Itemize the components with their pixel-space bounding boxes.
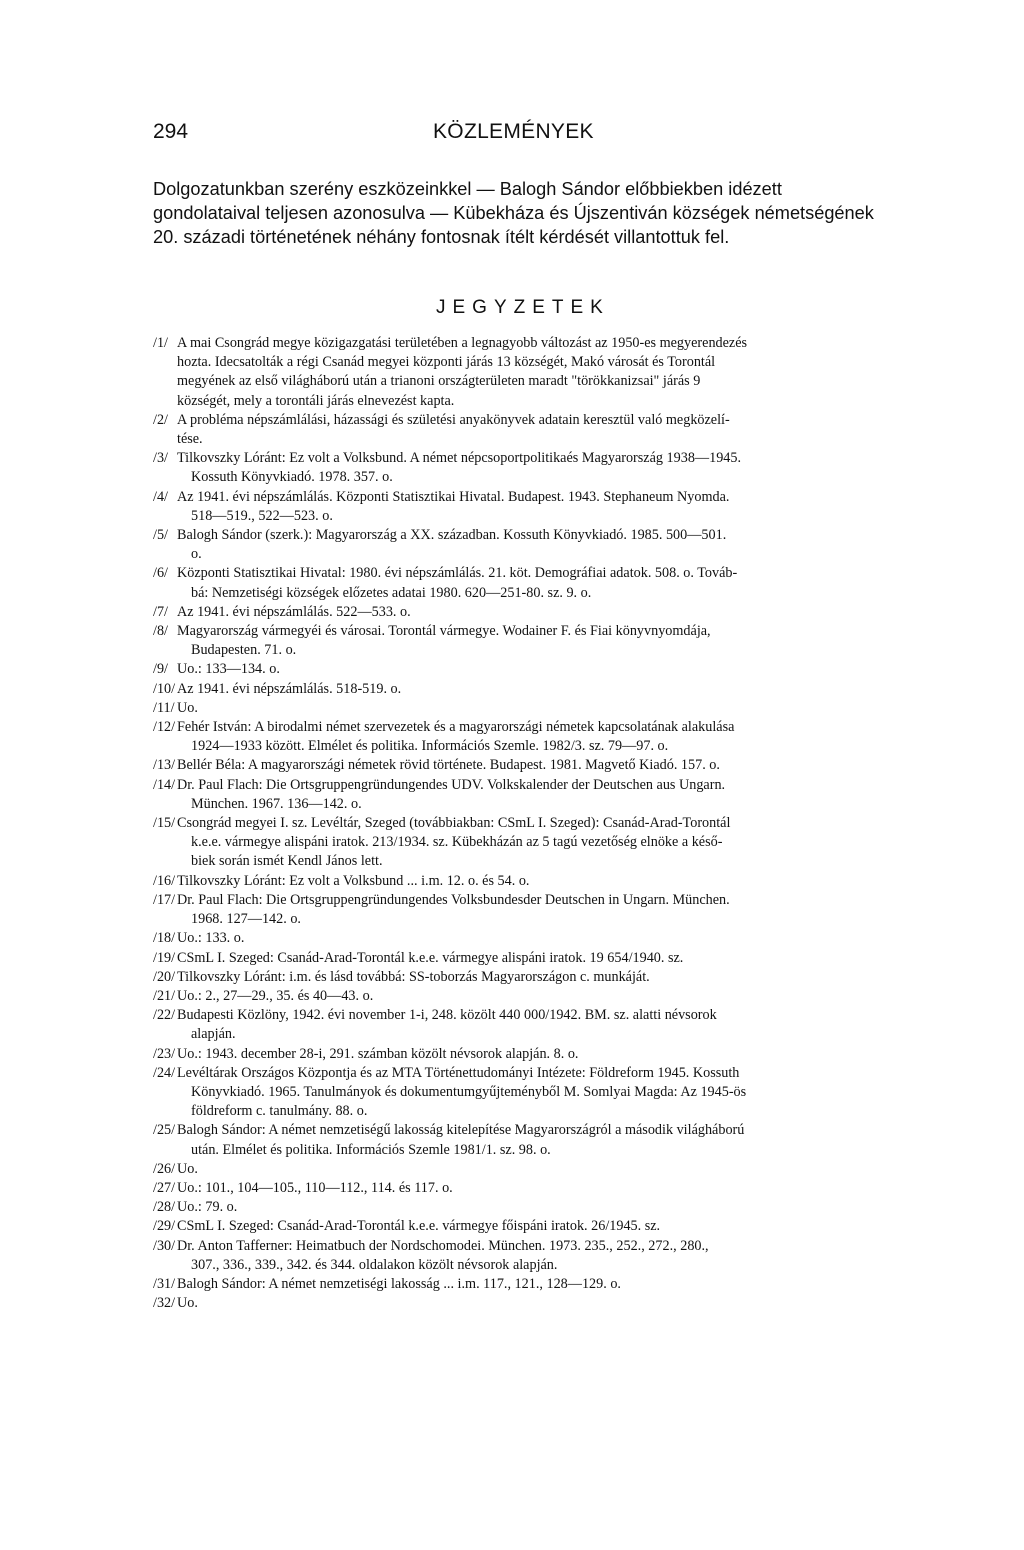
note-line: után. Elmélet és politika. Információs Szemle 1981/1. sz. 98. o.: [191, 1141, 551, 1158]
note-number: /16/: [153, 872, 176, 889]
note-number: /9/: [153, 661, 168, 678]
note-item: [153, 680, 900, 699]
note-line: CSmL I. Szeged: Csanád-Arad-Torontál k.e.e. vármegye alispáni iratok. 19 654/1940. sz.: [177, 949, 684, 966]
note-text: [177, 776, 900, 814]
note-item: [153, 1198, 900, 1217]
paragraph-line: 20. századi történetének néhány fontosnak ítélt kérdését villantottuk fel.: [153, 227, 730, 247]
note-text: [177, 411, 900, 449]
note-text: [177, 949, 900, 968]
note-number: /25/: [153, 1122, 176, 1139]
note-line: 1968. 127—142. o.: [191, 911, 301, 928]
note-text: [177, 564, 900, 602]
note-line: Budapesti Közlöny, 1942. évi november 1-i, 248. közölt 440 000/1942. BM. sz. alatti névsorok: [177, 1007, 717, 1024]
note-line: Uo.: [177, 699, 198, 716]
note-line: Budapesten. 71. o.: [191, 642, 297, 659]
note-item: [153, 968, 900, 987]
note-line: Az 1941. évi népszámlálás. 522—533. o.: [177, 603, 411, 620]
note-item: [153, 699, 900, 718]
note-text: [177, 526, 900, 564]
note-text: [177, 1064, 900, 1122]
note-number: /23/: [153, 1045, 176, 1062]
note-item: [153, 488, 900, 526]
note-line: A mai Csongrád megye közigazgatási területében a legnagyobb változást az 1950-es megyerendezés: [177, 335, 748, 351]
note-item: [153, 411, 900, 449]
note-number: /12/: [153, 719, 176, 736]
note-number: /17/: [153, 891, 176, 908]
note-line: Kossuth Könyvkiadó. 1978. 357. o.: [191, 469, 393, 486]
note-line: Balogh Sándor: A német nemzetiségi lakosság ... i.m. 117., 121., 128—129. o.: [177, 1275, 621, 1292]
note-text: [177, 872, 900, 891]
note-line: CSmL I. Szeged: Csanád-Arad-Torontál k.e.e. vármegye főispáni iratok. 26/1945. sz.: [177, 1218, 661, 1235]
note-line: megyének az első világháború után a trianoni országterületen maradt "törökkanizsai" járás 9: [177, 373, 701, 390]
note-item: [153, 1217, 900, 1236]
note-text: [177, 622, 900, 660]
note-text: [177, 968, 900, 987]
note-line: községét, mely a torontáli járás elnevezést kapta.: [177, 392, 455, 409]
note-number: /22/: [153, 1007, 176, 1024]
note-item: [153, 449, 900, 487]
note-item: [153, 1160, 900, 1179]
note-line: 1924—1933 között. Elmélet és politika. Információs Szemle. 1982/3. sz. 79—97. o.: [191, 738, 669, 755]
note-item: [153, 660, 900, 679]
note-number: /31/: [153, 1275, 176, 1292]
note-number: /5/: [153, 527, 168, 544]
note-line: földreform c. tanulmány. 88. o.: [191, 1103, 368, 1120]
note-item: [153, 929, 900, 948]
note-line: Tilkovszky Lóránt: i.m. és lásd továbbá: SS-toborzás Magyarországon c. munkáját.: [177, 968, 650, 985]
note-number: /29/: [153, 1218, 176, 1235]
note-text: [177, 1217, 900, 1236]
note-text: [177, 449, 900, 487]
note-line: Dr. Paul Flach: Die Ortsgruppengründungendes Volksbundesder Deutschen in Ungarn. München.: [177, 891, 730, 908]
note-line: Levéltárak Országos Központja és az MTA Történettudományi Intézete: Földreform 1945. Kossuth: [177, 1064, 740, 1081]
note-item: [153, 1121, 900, 1159]
note-item: [153, 1294, 900, 1313]
note-line: Uo.: 133—134. o.: [177, 661, 280, 678]
note-item: [153, 872, 900, 891]
paragraph-line: Dolgozatunkban szerény eszközeinkkel — Balogh Sándor előbbiekben idézett: [153, 179, 782, 199]
note-item: [153, 564, 900, 602]
note-item: [153, 622, 900, 660]
note-item: [153, 718, 900, 756]
note-item: [153, 987, 900, 1006]
note-line: hozta. Idecsatolták a régi Csanád megyei központi járás 13 községét, Makó városát és Torontál: [177, 354, 716, 371]
note-line: Az 1941. évi népszámlálás. 518-519. o.: [177, 680, 402, 697]
note-text: [177, 1006, 900, 1044]
note-text: [177, 1045, 900, 1064]
note-item: [153, 1179, 900, 1198]
note-number: /2/: [153, 411, 168, 428]
note-text: [177, 1275, 900, 1294]
note-number: /21/: [153, 987, 176, 1004]
note-text: [177, 1179, 900, 1198]
note-line: 307., 336., 339., 342. és 344. oldalakon közölt névsorok alapján.: [191, 1256, 558, 1273]
note-line: k.e.e. vármegye alispáni iratok. 213/1934. sz. Kübekházán az 5 tagú vezetőség elnöke a késő-: [191, 834, 723, 851]
note-line: Dr. Anton Tafferner: Heimatbuch der Nordschomodei. München. 1973. 235., 252., 272., 280.,: [177, 1237, 709, 1254]
note-number: /11/: [153, 699, 175, 716]
note-text: [177, 1198, 900, 1217]
note-line: Balogh Sándor (szerk.): Magyarország a XX. században. Kossuth Könyvkiadó. 1985. 500—501.: [177, 527, 727, 544]
note-line: A probléma népszámlálási, házassági és születési anyakönyvek adatain keresztül való megközelí-: [177, 411, 730, 428]
note-item: [153, 891, 900, 929]
note-line: Uo.: 133. o.: [177, 930, 245, 947]
note-text: [177, 334, 900, 411]
note-number: /32/: [153, 1295, 176, 1312]
note-line: Könyvkiadó. 1965. Tanulmányok és dokumentumgyűjteményből M. Somlyai Magda: Az 1945-ös: [191, 1083, 747, 1100]
note-line: Dr. Paul Flach: Die Ortsgruppengründungendes UDV. Volkskalender der Deutschen aus Ungarn.: [177, 776, 726, 793]
note-item: [153, 603, 900, 622]
note-number: /14/: [153, 776, 176, 793]
note-line: Uo.: 1943. december 28-i, 291. számban közölt névsorok alapján. 8. o.: [177, 1045, 579, 1062]
note-line: Uo.: 2., 27—29., 35. és 40—43. o.: [177, 987, 374, 1004]
note-line: Magyarország vármegyéi és városai. Torontál vármegye. Wodainer F. és Fiai könyvnyomdája,: [177, 623, 711, 640]
page-number: 294: [153, 120, 189, 143]
note-item: [153, 756, 900, 775]
note-line: bá: Nemzetiségi községek előzetes adatai 1980. 620—251-80. sz. 9. o.: [191, 584, 592, 601]
note-item: [153, 1045, 900, 1064]
note-number: /1/: [153, 335, 168, 351]
note-line: Tilkovszky Lóránt: Ez volt a Volksbund ... i.m. 12. o. és 54. o.: [177, 872, 530, 889]
note-number: /30/: [153, 1237, 176, 1254]
note-line: Tilkovszky Lóránt: Ez volt a Volksbund. A német népcsoportpolitikaés Magyarország 1938—1945.: [177, 450, 742, 467]
running-title: KÖZLEMÉNYEK: [433, 120, 594, 143]
page-header: [153, 120, 894, 150]
note-item: [153, 1237, 900, 1275]
note-number: /15/: [153, 815, 176, 832]
note-number: /18/: [153, 930, 176, 947]
note-number: /7/: [153, 603, 168, 620]
note-text: [177, 718, 900, 756]
note-line: o.: [191, 546, 202, 563]
note-item: [153, 1006, 900, 1044]
note-line: Uo.: 101., 104—105., 110—112., 114. és 117. o.: [177, 1179, 453, 1196]
note-text: [177, 488, 900, 526]
note-line: Csongrád megyei I. sz. Levéltár, Szeged (továbbiakban: CSmL I. Szeged): Csanád-Arad-Torontál: [177, 815, 731, 832]
note-text: [177, 1294, 900, 1313]
note-item: [153, 1064, 900, 1122]
note-text: [177, 680, 900, 699]
note-text: [177, 603, 900, 622]
notes-heading: JEGYZETEK: [436, 297, 610, 318]
note-text: [177, 929, 900, 948]
note-text: [177, 814, 900, 872]
note-text: [177, 987, 900, 1006]
note-line: Fehér István: A birodalmi német szervezetek és a magyarországi németek kapcsolatának alakulása: [177, 719, 735, 736]
note-text: [177, 660, 900, 679]
note-line: 518—519., 522—523. o.: [191, 507, 333, 524]
note-line: Bellér Béla: A magyarországi németek rövid története. Budapest. 1981. Magvető Kiadó. 157. o.: [177, 757, 720, 774]
note-number: /28/: [153, 1199, 176, 1216]
note-text: [177, 1160, 900, 1179]
note-number: /6/: [153, 565, 168, 582]
note-line: Központi Statisztikai Hivatal: 1980. évi népszámlálás. 21. köt. Demográfiai adatok. 508. o. Továb-: [177, 565, 738, 582]
note-number: /20/: [153, 968, 176, 985]
note-item: [153, 949, 900, 968]
note-line: Balogh Sándor: A német nemzetiségű lakosság kitelepítése Magyarországról a második világháború: [177, 1122, 745, 1139]
note-number: /19/: [153, 949, 176, 966]
note-item: [153, 334, 900, 411]
note-number: /24/: [153, 1064, 176, 1081]
note-line: Uo.: [177, 1295, 198, 1312]
note-line: tése.: [177, 431, 203, 448]
note-text: [177, 1121, 900, 1159]
note-number: /27/: [153, 1179, 176, 1196]
note-line: Az 1941. évi népszámlálás. Központi Statisztikai Hivatal. Budapest. 1943. Stephaneum Nyomda.: [177, 488, 730, 505]
closing-paragraph: [153, 177, 896, 249]
note-line: alapján.: [191, 1026, 236, 1043]
notes-list: [153, 334, 900, 1313]
note-item: [153, 776, 900, 814]
note-text: [177, 1237, 900, 1275]
paragraph-line: gondolataival teljesen azonosulva — Kübekháza és Újszentiván községek németségének: [153, 203, 874, 223]
note-item: [153, 1275, 900, 1294]
note-line: München. 1967. 136—142. o.: [191, 795, 362, 812]
note-text: [177, 756, 900, 775]
note-number: /13/: [153, 757, 176, 774]
note-text: [177, 699, 900, 718]
note-text: [177, 891, 900, 929]
note-item: [153, 526, 900, 564]
note-line: Uo.: [177, 1160, 198, 1177]
note-number: /8/: [153, 623, 168, 640]
note-number: /26/: [153, 1160, 176, 1177]
note-number: /3/: [153, 450, 168, 467]
note-number: /4/: [153, 488, 168, 505]
note-line: biek során ismét Kendl János lett.: [191, 853, 383, 870]
note-line: Uo.: 79. o.: [177, 1199, 238, 1216]
note-item: [153, 814, 900, 872]
note-number: /10/: [153, 680, 176, 697]
